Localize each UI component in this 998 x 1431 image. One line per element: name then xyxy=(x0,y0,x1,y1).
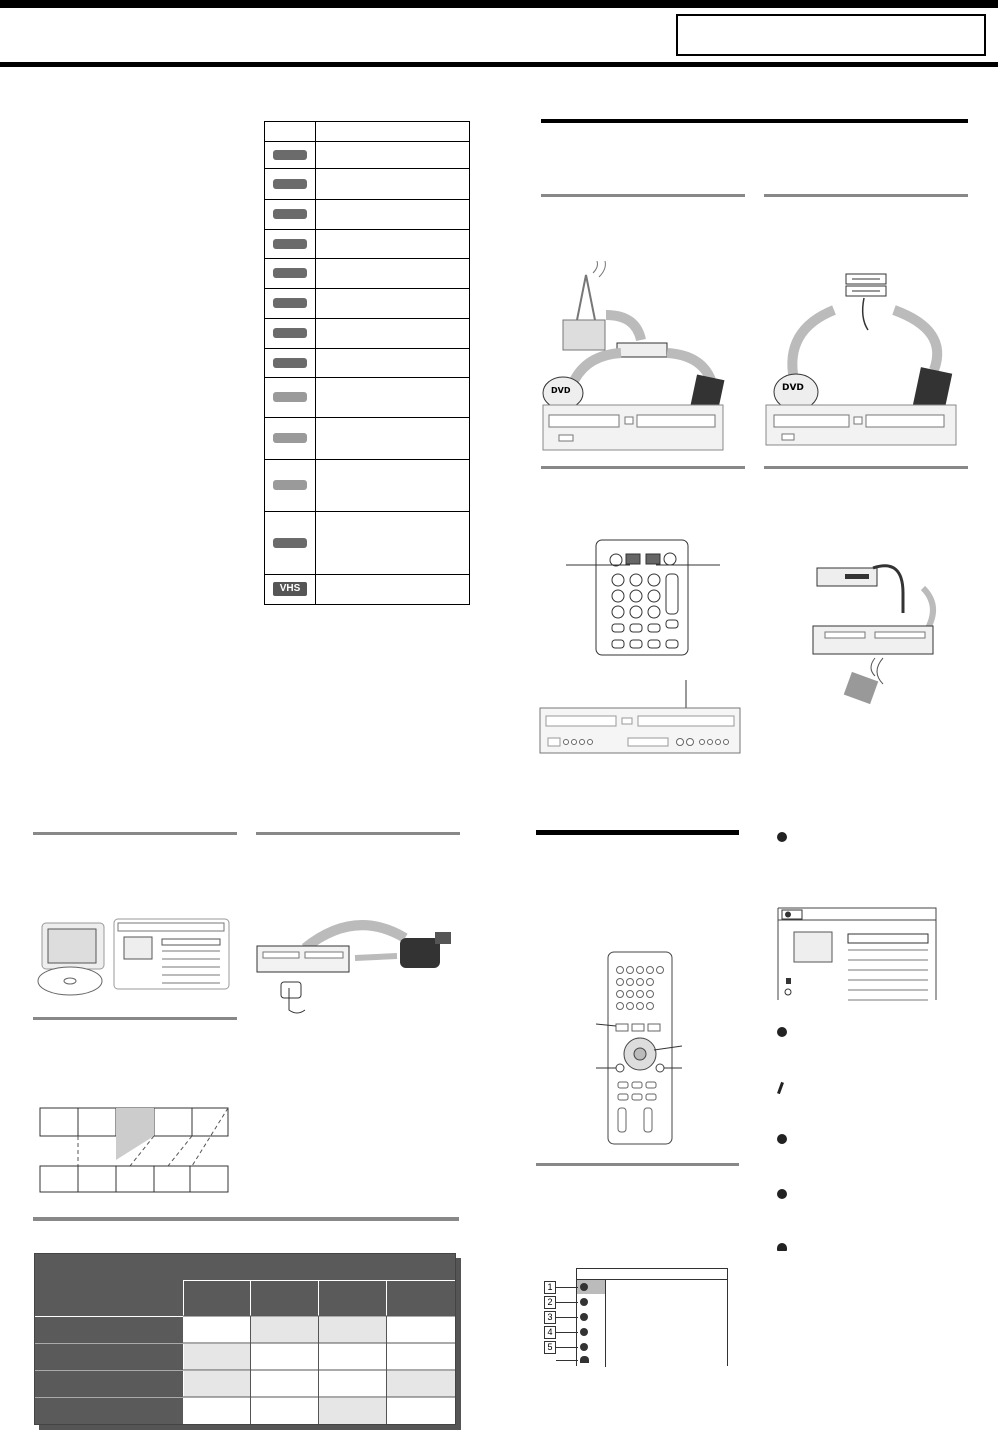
callout-number: 4 xyxy=(544,1326,556,1339)
callout-number: 1 xyxy=(544,1281,556,1294)
legend-table-row-rule xyxy=(264,168,470,169)
section-rule-system-menu xyxy=(536,830,739,835)
legend-table-row-rule xyxy=(264,288,470,289)
disc-type-badge xyxy=(273,239,307,249)
timer-icon xyxy=(777,1027,787,1037)
subsection-rule-b xyxy=(764,194,968,197)
subsection-rule-g xyxy=(33,1017,237,1020)
legend-table-col-divider xyxy=(315,122,316,604)
chapter-frames-illustration xyxy=(40,1108,230,1193)
callout-number: 5 xyxy=(544,1341,556,1354)
remote-control-illustration xyxy=(566,540,726,660)
broadcast-recording-illustration xyxy=(541,265,746,460)
remote-control-full-illustration xyxy=(596,950,686,1145)
vhs-badge: VHS xyxy=(273,582,307,596)
camcorder-dubbing-illustration xyxy=(255,918,455,1028)
legend-table-row-rule xyxy=(264,511,470,512)
callout-leader-line xyxy=(556,1317,578,1318)
legend-table-row-rule xyxy=(264,258,470,259)
disc-type-badge xyxy=(273,268,307,278)
disc-type-badge xyxy=(273,480,307,490)
legend-table-row-rule xyxy=(264,417,470,418)
disc-type-badge xyxy=(273,328,307,338)
svg-text:DVD: DVD xyxy=(551,386,571,395)
callout-leader-line xyxy=(556,1332,578,1333)
legend-table-row-rule xyxy=(264,229,470,230)
disc-type-badge xyxy=(273,392,307,402)
header-label-box xyxy=(676,14,986,56)
subsection-rule-d xyxy=(764,466,968,469)
scissors-icon xyxy=(777,1082,784,1094)
system-menu-screen xyxy=(576,1268,728,1366)
title-list-illustration xyxy=(36,915,231,1000)
callout-leader-line xyxy=(556,1302,578,1303)
legend-table-row-rule xyxy=(264,141,470,142)
system-menu-icon-column-divider xyxy=(605,1279,606,1367)
legend-table-row-rule xyxy=(264,199,470,200)
section-rule-recording xyxy=(541,119,968,123)
subsection-rule-e xyxy=(33,832,237,835)
compat-table xyxy=(34,1253,456,1425)
front-panel-illustration xyxy=(538,680,743,760)
setup-icon xyxy=(777,1189,787,1199)
callout-number: 2 xyxy=(544,1296,556,1309)
dubbing-illustration xyxy=(764,270,969,460)
subsection-rule-f xyxy=(256,832,460,835)
disc-settings-icon[interactable] xyxy=(580,1356,589,1363)
svg-text:DVD: DVD xyxy=(782,383,804,393)
subsection-rule-h xyxy=(536,1163,739,1166)
legend-table-row-rule xyxy=(264,318,470,319)
disc-type-badge xyxy=(273,150,307,160)
callout-number: 3 xyxy=(544,1311,556,1324)
callout-leader-line xyxy=(556,1347,578,1348)
title-list-screen xyxy=(778,908,938,1000)
dub-icon xyxy=(777,1134,787,1144)
legend-table-row-rule xyxy=(264,459,470,460)
compat-table-gridlines xyxy=(35,1254,455,1424)
callout-leader-line xyxy=(556,1360,578,1361)
system-menu-item-icon[interactable] xyxy=(580,1298,588,1306)
header-bottom-rule xyxy=(0,62,998,67)
disc-type-badge xyxy=(273,179,307,189)
disc-type-badge xyxy=(273,433,307,443)
disc-type-badge xyxy=(273,538,307,548)
legend-table-row-rule xyxy=(264,377,470,378)
disc-type-badge xyxy=(273,358,307,368)
disc-type-badge xyxy=(273,298,307,308)
section-rule-compat xyxy=(33,1217,459,1221)
system-menu-item-icon[interactable] xyxy=(580,1283,588,1291)
disc-type-badge xyxy=(273,209,307,219)
system-menu-title-bar xyxy=(577,1269,727,1280)
system-menu-item-icon[interactable] xyxy=(580,1343,588,1351)
callout-leader-line xyxy=(556,1287,578,1288)
subsection-rule-c xyxy=(541,466,745,469)
system-menu-item-icon[interactable] xyxy=(580,1313,588,1321)
top-bar xyxy=(0,0,998,8)
disc-title-icon xyxy=(777,832,787,842)
external-device-illustration xyxy=(805,558,955,703)
disc-settings-icon xyxy=(777,1243,787,1251)
system-menu-item-icon[interactable] xyxy=(580,1328,588,1336)
subsection-rule-a xyxy=(541,194,745,197)
legend-table-row-rule xyxy=(264,348,470,349)
legend-table-row-rule xyxy=(264,574,470,575)
